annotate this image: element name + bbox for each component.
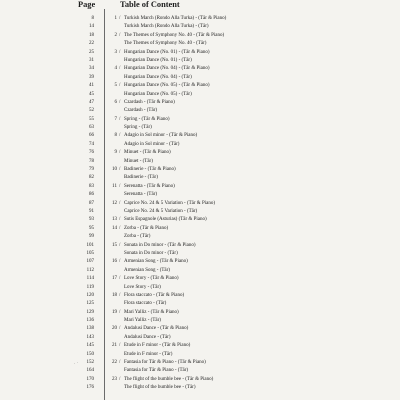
toc-page-number: 129 <box>86 309 94 315</box>
toc-row <box>0 158 400 166</box>
toc-row <box>0 342 400 350</box>
toc-entry-title: Adagio in Sol minor - (Tār & Piano) <box>124 133 198 139</box>
toc-row <box>0 351 400 359</box>
toc-page-number: 41 <box>89 83 94 89</box>
toc-separator: / <box>119 200 121 206</box>
toc-entry-number: 7 <box>114 116 117 122</box>
toc-page-number: 76 <box>89 150 94 156</box>
toc-entry-title: The flight of the bumble bee - (Tār) <box>124 385 196 391</box>
toc-row <box>0 74 400 82</box>
toc-entry-number: 19 <box>112 309 117 315</box>
toc-page-number: 145 <box>86 343 94 349</box>
toc-row <box>0 367 400 375</box>
toc-separator: / <box>119 242 121 248</box>
toc-entry-title: Caprice No. 24 & 5 Variation - (Tār & Piano) <box>124 200 215 206</box>
toc-page-number: 120 <box>86 292 94 298</box>
toc-row <box>0 174 400 182</box>
toc-entry-title: Hungarian Dance (No. 04) - (Tār) <box>124 74 192 80</box>
toc-page-number: 39 <box>89 74 94 80</box>
toc-row <box>0 216 400 224</box>
toc-page-number: 105 <box>86 250 94 256</box>
toc-page-number: 78 <box>89 158 94 164</box>
toc-separator: / <box>119 183 121 189</box>
toc-entry-number: 23 <box>112 376 117 382</box>
toc-entry-number: 5 <box>114 83 117 89</box>
toc-page-number: 99 <box>89 234 94 240</box>
toc-separator: / <box>119 326 121 332</box>
toc-page-number: 66 <box>89 133 94 139</box>
toc-row <box>0 132 400 140</box>
toc-separator: / <box>119 116 121 122</box>
toc-entry-title: Sonata in Do minor - (Tār) <box>124 250 178 256</box>
toc-page-number: 25 <box>89 49 94 55</box>
toc-entry-title: Turkish March (Rondo Alla Turka) - (Tār & Piano) <box>124 16 227 21</box>
toc-separator: / <box>119 309 121 315</box>
toc-page-number: 47 <box>89 99 94 105</box>
toc-row <box>0 141 400 149</box>
toc-row <box>0 191 400 199</box>
toc-page-number: 95 <box>89 225 94 231</box>
toc-row <box>0 250 400 258</box>
toc-row <box>0 275 400 283</box>
toc-entry-title: Hungarian Dance (No. 01) - (Tār) <box>124 57 192 63</box>
toc-page-number: 83 <box>89 183 94 189</box>
toc-page-number: 112 <box>86 267 94 273</box>
toc-separator: / <box>119 16 121 21</box>
toc-entry-title: Andalusi Dance - (Tār) <box>124 334 171 340</box>
toc-separator: / <box>119 167 121 173</box>
toc-list <box>0 15 400 393</box>
toc-entry-title: Andalusi Dance - (Tār & Piano) <box>124 326 189 332</box>
toc-page-number: 74 <box>89 141 94 147</box>
toc-row <box>0 225 400 233</box>
toc-entry-number: 3 <box>114 49 117 55</box>
toc-row <box>0 267 400 275</box>
toc-entry-title: Love Story - (Tār) <box>124 284 161 290</box>
toc-entry-title: Caprice No. 24 & 5 Variation - (Tār) <box>124 208 198 214</box>
toc-entry-number: 18 <box>112 292 117 298</box>
toc-row <box>0 233 400 241</box>
toc-page-number: 22 <box>89 41 94 47</box>
toc-entry-title: Minuet - (Tār) <box>124 158 153 164</box>
toc-row <box>0 82 400 90</box>
toc-entry-number: 14 <box>112 225 117 231</box>
toc-page-number: 52 <box>89 108 94 114</box>
toc-page-number: 176 <box>86 385 94 391</box>
toc-row <box>0 376 400 384</box>
toc-row <box>0 15 400 23</box>
toc-entry-title: Armenian Song - (Tār) <box>124 267 170 273</box>
toc-entry-title: Fantasia for Tār & Piano - (Tār) <box>124 368 189 374</box>
toc-separator: / <box>119 376 121 382</box>
toc-entry-title: Love Story - (Tār & Piano) <box>124 276 179 282</box>
toc-page-number: 138 <box>86 326 94 332</box>
toc-page-number: 143 <box>86 334 94 340</box>
toc-page-number: 91 <box>89 208 94 214</box>
toc-entry-title: Zorba - (Tār) <box>124 234 151 240</box>
toc-row <box>0 124 400 132</box>
toc-separator: / <box>119 225 121 231</box>
toc-entry-title: Mari Yalliz - (Tār) <box>124 318 161 324</box>
toc-entry-number: 16 <box>112 259 117 265</box>
toc-separator: / <box>119 49 121 55</box>
toc-separator: / <box>119 292 121 298</box>
toc-row <box>0 242 400 250</box>
toc-row <box>0 359 400 367</box>
toc-page-number: 34 <box>89 66 94 72</box>
toc-entry-number: 17 <box>112 276 117 282</box>
toc-entry-title: Zorba - (Tār & Piano) <box>124 225 169 231</box>
toc-entry-title: Flora staccato - (Tār & Piano) <box>124 292 185 298</box>
toc-row <box>0 284 400 292</box>
toc-entry-title: Badinerie - (Tār) <box>124 175 158 181</box>
toc-entry-title: Minuet - (Tār & Piano) <box>124 150 171 156</box>
page-column-heading: Page <box>78 0 96 9</box>
toc-row <box>0 57 400 65</box>
toc-page-number: 79 <box>89 167 94 173</box>
toc-entry-title: Sonata in Do minor - (Tār & Piano) <box>124 242 196 248</box>
toc-entry-number: 9 <box>114 150 117 156</box>
toc-entry-title: Spring - (Tār & Piano) <box>124 116 170 122</box>
toc-page-number: 14 <box>89 24 94 30</box>
toc-entry-title: The Themes of Symphony No. 40 - (Tār & Piano) <box>124 32 225 38</box>
toc-page-number: 86 <box>89 192 94 198</box>
toc-separator: / <box>119 259 121 265</box>
toc-page-number: 136 <box>86 318 94 324</box>
toc-entry-title: The Themes of Symphony No. 40 - (Tār) <box>124 41 207 47</box>
toc-row <box>0 208 400 216</box>
toc-page-number: 18 <box>89 32 94 38</box>
toc-row <box>0 325 400 333</box>
toc-row <box>0 40 400 48</box>
toc-entry-title: Czardash - (Tār) <box>124 108 158 114</box>
toc-row <box>0 334 400 342</box>
toc-row <box>0 317 400 325</box>
toc-row <box>0 23 400 31</box>
toc-entry-title: Badinerie - (Tār & Piano) <box>124 167 176 173</box>
toc-entry-title: Armenian Song - (Tār & Piano) <box>124 259 188 265</box>
toc-page-number: 31 <box>89 57 94 63</box>
toc-row <box>0 309 400 317</box>
toc-row <box>0 65 400 73</box>
toc-entry-number: 10 <box>112 167 117 173</box>
toc-entry-title: Czardash - (Tār & Piano) <box>124 99 175 105</box>
toc-entry-title: Hungarian Dance (No. 01) - (Tār & Piano) <box>124 49 210 55</box>
toc-page-number: 93 <box>89 217 94 223</box>
toc-page-number: 170 <box>86 376 94 382</box>
toc-entry-title: Turkish March (Rondo Alla Turka) - (Tār) <box>124 24 209 30</box>
toc-entry-number: 15 <box>112 242 117 248</box>
toc-entry-number: 20 <box>112 326 117 332</box>
toc-page-number: 63 <box>89 125 94 131</box>
toc-page-number: 107 <box>86 259 94 265</box>
toc-page-number: 82 <box>89 175 94 181</box>
toc-entry-number: 22 <box>112 360 117 366</box>
toc-entry-title: Mari Yalliz - (Tār & Piano) <box>124 309 179 315</box>
toc-separator: / <box>119 217 121 223</box>
toc-entry-number: 2 <box>114 32 117 38</box>
toc-separator: / <box>119 99 121 105</box>
toc-separator: / <box>119 83 121 89</box>
toc-entry-title: Serenatta - (Tār & Piano) <box>124 183 175 189</box>
toc-row <box>0 384 400 392</box>
toc-header <box>0 0 400 14</box>
toc-row <box>0 258 400 266</box>
toc-entry-title: Flora staccato - (Tār) <box>124 301 167 307</box>
toc-row <box>0 200 400 208</box>
toc-entry-title: Fantasia for Tār & Piano - (Tār & Piano) <box>124 360 206 366</box>
toc-row <box>0 99 400 107</box>
toc-entry-title: Adagio in Sol minor - (Tār) <box>124 141 180 147</box>
toc-row <box>0 183 400 191</box>
toc-entry-title: Hungarian Dance (No. 05) - (Tār & Piano) <box>124 83 210 89</box>
toc-entry-number: 4 <box>114 66 117 72</box>
toc-page-number: 8 <box>91 16 94 21</box>
toc-entry-number: 6 <box>114 99 117 105</box>
toc-row <box>0 32 400 40</box>
toc-entry-title: Sutis Espagnole (Asturias) (Tār & Piano) <box>124 217 207 223</box>
toc-row <box>0 116 400 124</box>
toc-row <box>0 107 400 115</box>
toc-page-number: 45 <box>89 91 94 97</box>
toc-separator: / <box>119 150 121 156</box>
toc-page-number: 119 <box>86 284 94 290</box>
toc-page-number: 87 <box>89 200 94 206</box>
toc-entry-title: Etude in F minor - (Tār) <box>124 351 173 357</box>
toc-separator: / <box>119 66 121 72</box>
toc-row <box>0 166 400 174</box>
toc-page-number: 55 <box>89 116 94 122</box>
toc-page-number: 101 <box>86 242 94 248</box>
toc-row <box>0 292 400 300</box>
toc-row <box>0 91 400 99</box>
toc-entry-number: 13 <box>112 217 117 223</box>
toc-page-number: 114 <box>86 276 94 282</box>
toc-entry-title: Serenatta - (Tār) <box>124 192 158 198</box>
toc-page-number: 164 <box>86 368 94 374</box>
toc-entry-title: Hungarian Dance (No. 05) - (Tār) <box>124 91 192 97</box>
toc-entry-number: 21 <box>112 343 117 349</box>
toc-separator: / <box>119 343 121 349</box>
toc-separator: / <box>119 133 121 139</box>
toc-separator: / <box>119 276 121 282</box>
toc-entry-number: 12 <box>112 200 117 206</box>
toc-entry-number: 1 <box>114 16 117 21</box>
toc-row <box>0 49 400 57</box>
toc-entry-title: Etude in F minor - (Tār & Piano) <box>124 343 191 349</box>
toc-entry-title: Spring - (Tār) <box>124 125 152 131</box>
toc-heading: Table of Content <box>120 0 180 9</box>
toc-entry-title: The flight of the bumble bee - (Tār & Piano) <box>124 376 214 382</box>
toc-page-number: 150 <box>86 351 94 357</box>
toc-entry-number: 11 <box>112 183 117 189</box>
toc-row <box>0 300 400 308</box>
toc-page-number: 125 <box>86 301 94 307</box>
scan-mark: . · <box>74 361 79 366</box>
toc-row <box>0 149 400 157</box>
toc-separator: / <box>119 360 121 366</box>
toc-entry-title: Hungarian Dance (No. 04) - (Tār & Piano) <box>124 66 210 72</box>
toc-entry-number: 8 <box>114 133 117 139</box>
toc-page-number: 152 <box>86 360 94 366</box>
toc-separator: / <box>119 32 121 38</box>
